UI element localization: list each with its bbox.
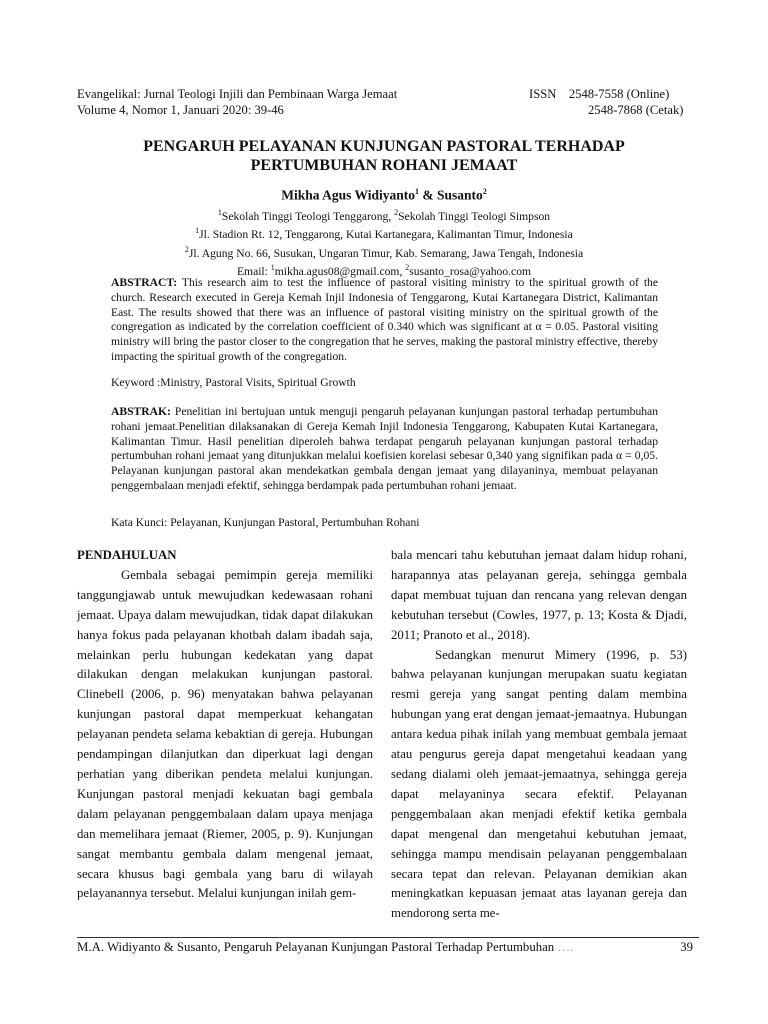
paper-title [60, 137, 708, 175]
keywords-indonesian: Kata Kunci: Pelayanan, Kunjungan Pastoral, Pertumbuhan Rohani [111, 516, 420, 529]
affil-mark: 1 [195, 226, 200, 236]
author-1-mark: 1 [415, 187, 420, 196]
author-list [60, 187, 708, 204]
author-2: Susanto [437, 187, 483, 203]
email-2[interactable]: susanto_rosa@yahoo.com [409, 264, 532, 278]
journal-volume: Volume 4, Nomor 1, Januari 2020: 39-46 [77, 103, 284, 117]
issn-print: 2548-7868 (Cetak) [588, 103, 684, 117]
body-column-right [391, 546, 687, 924]
body-column-left [77, 546, 373, 904]
abstract-text: This research aim to test the influence of pastoral visiting ministry to the spiritual growth of the church. Research executed in Gereja Kemah Injil Indonesia of Tenggarong, Kutai Kartanegara District, Kalimantan East. The results showed that there was an influence of pastoral visiting ministry on the spiritual growth of the congregation as indicated by the correlation coefficient of 0.340 which was significant at α = 0.05. Pastoral visiting ministry will bring the pastor closer to the congregation that he serves, making the pastoral ministry effective, thereby impacting the spiritual growth of the congregation. [111, 276, 658, 363]
title-line-1: PENGARUH PELAYANAN KUNJUNGAN PASTORAL TERHADAP [143, 138, 625, 155]
email-label: Email: [236, 264, 271, 278]
page-number: 39 [680, 940, 693, 954]
abstract-label: ABSTRACT: [111, 276, 178, 289]
address-1: Jl. Stadion Rt. 12, Tenggarong, Kutai Kartanegara, Kalimantan Timur, Indonesia [199, 228, 573, 242]
affiliation-institutions [60, 206, 708, 224]
abstract-english [111, 276, 658, 365]
page-footer [77, 940, 699, 955]
abstrak-text: Penelitian ini bertujuan untuk menguji pengaruh pelayanan kunjungan pastoral terhadap pertumbuhan rohani jemaat.Penelitian dilaksanakan di Gereja Kemah Injil Indonesia Tenggarong, Kabupaten Kutai Kartanegara, Kalimantan Timur. Hasil penelitian diperoleh bahwa terdapat pengaruh pelayanan kunjungan pastoral terhadap pertumbuhan rohani jemaat yang ditunjukkan melalui koefisien korelasi sebesar 0,340 yang signifikan pada α = 0,05. Pelayanan kunjungan pastoral akan mendekatkan gembala dengan jemaat yang dilayaninya, membuat pelayanan penggembalaan menjadi efektif, sehingga berdampak pada pertumbuhan rohani jemaat. [111, 405, 658, 492]
abstract-indonesian [111, 405, 658, 494]
body-paragraph: Gembala sebagai pemimpin gereja memiliki tanggungjawab untuk mewujudkan kedewasaan rohani jemaat. Upaya dalam mewujudkan, tidak dapat dilakukan hanya fokus pada pelayanan khotbah dalam ibadah saja, melainkan perlu hubungan kedekatan yang dapat dilakukan dengan melakukan kunjungan pastoral. Clinebell (2006, p. 96) menyatakan bahwa pelayanan kunjungan pastoral dapat memperkuat kehangatan pelayanan pendeta selama kebaktian di gereja. Hubungan pendampingan dilanjutkan dan diperkuat lagi dengan perhatian yang diberikan pendeta melalui kunjungan. Kunjungan pastoral menjadi kekuatan bagi gembala dalam pelayanan penggembalaan dalam upaya menjaga dan memelihara jemaat (Riemer, 2005, p. 9). Kunjungan sangat membantu gembala dalam mengenal jemaat, secara khusus bagi gembala yang baru di wilayah pelayanannya tersebut. Melalui kunjungan inilah gem- [77, 567, 373, 901]
footer-divider [77, 937, 699, 938]
journal-name: Evangelikal: Jurnal Teologi Injili dan Pembinaan Warga Jemaat [77, 87, 398, 101]
affiliation-address-1 [60, 224, 708, 242]
affil-mark: 2 [405, 263, 410, 273]
institution-2: Sekolah Tinggi Teologi Simpson [398, 209, 551, 223]
body-paragraph: Sedangkan menurut Mimery (1996, p. 53) bahwa pelayanan kunjungan merupakan suatu kegiatan resmi gereja yang sangat penting dalam membina hubungan yang erat dengan jemaat-jemaatnya. Hubungan antara kedua pihak inilah yang membuat gembala jemaat atau pengurus gereja dapat mengetahui keadaan yang sedang dialami oleh jemaat-jemaatnya, sehingga gereja dapat melayaninya secara efektif. Pelayanan penggembalaan akan menjadi efektif ketika gembala dapat mengenal dan mengetahui kebutuhan jemaat, sehingga mampu mendisain pelayanan penggembalaan secara tepat dan relevan. Pelayanan demikian akan meningkatkan kepuasan jemaat atas layanan gereja dan mendorong serta me- [391, 647, 687, 921]
address-2: Jl. Agung No. 66, Susukan, Ungaran Timur, Kab. Semarang, Jawa Tengah, Indonesia [188, 246, 584, 260]
title-line-2: PERTUMBUHAN ROHANI JEMAAT [250, 157, 518, 174]
affiliations [60, 206, 708, 279]
author-1: Mikha Agus Widiyanto [281, 187, 416, 203]
affil-mark: 2 [394, 208, 399, 217]
affiliation-address-2 [60, 243, 708, 261]
author-2-mark: 2 [482, 187, 487, 196]
affil-mark: 2 [184, 244, 189, 254]
issn-online: ISSN 2548-7558 (Online) [529, 87, 670, 101]
body-paragraph: bala mencari tahu kebutuhan jemaat dalam hidup rohani, harapannya atas pelayanan gereja, sehingga gembala dapat membuat tujuan dan rencana yang relevan dengan kebutuhan tersebut (Cowles, 1977, p. 13; Kosta & Djadi, 2011; Pranoto et al., 2018). [391, 548, 687, 642]
author-connector: & [419, 187, 438, 203]
affil-mark: 1 [217, 208, 222, 217]
institution-1: Sekolah Tinggi Teologi Tenggarong, [221, 209, 395, 223]
footer-ellipsis: …. [554, 940, 574, 954]
email-1[interactable]: mikha.agus08@gmail.com, [274, 264, 406, 278]
abstrak-label: ABSTRAK: [111, 405, 171, 418]
section-heading: PENDAHULUAN [77, 548, 177, 562]
keywords-english: Keyword :Ministry, Pastoral Visits, Spiritual Growth [111, 376, 356, 389]
running-footer: M.A. Widiyanto & Susanto, Pengaruh Pelayanan Kunjungan Pastoral Terhadap Pertumbuhan [77, 940, 555, 954]
affil-mark: 1 [270, 263, 275, 273]
